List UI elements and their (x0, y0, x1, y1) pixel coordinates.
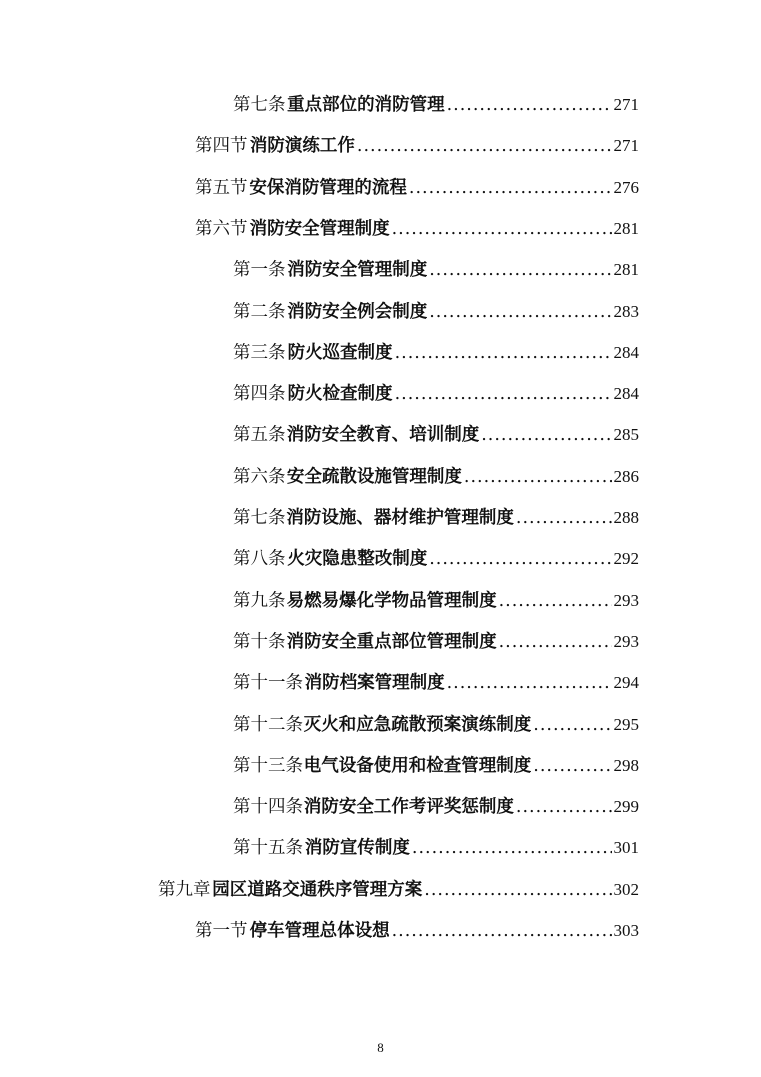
toc-entry[interactable] (158, 875, 639, 905)
toc-entry[interactable] (233, 462, 639, 492)
toc-entry-page: 281 (613, 260, 639, 280)
toc-entry-title: 消防安全重点部位管理制度 (286, 631, 497, 652)
toc-entry-page: 285 (613, 425, 639, 445)
toc-entry-number: 第五节 (195, 177, 248, 198)
toc-entry-page: 293 (613, 631, 639, 651)
toc-entry-page: 281 (613, 218, 639, 238)
toc-entry-title: 安全疏散设施管理制度 (286, 466, 462, 487)
toc-entry-page: 292 (613, 549, 639, 569)
toc-entry[interactable] (233, 627, 639, 657)
toc-entry-page: 288 (613, 508, 639, 527)
toc-entry[interactable] (233, 338, 639, 368)
dot-leader (429, 297, 611, 327)
toc-entry-number: 第七条 (233, 95, 286, 115)
toc-entry-number: 第九条 (233, 590, 286, 611)
toc-entry[interactable] (233, 255, 639, 285)
toc-entry[interactable] (233, 297, 639, 327)
toc-entry-page: 293 (613, 590, 639, 610)
toc-entry[interactable] (233, 833, 639, 863)
toc-entry[interactable] (233, 379, 639, 409)
page-number: 8 (377, 1040, 384, 1055)
dot-leader (533, 710, 611, 740)
dot-leader (409, 173, 612, 203)
toc-entry-number: 第十条 (233, 631, 286, 652)
toc-entry-page: 286 (613, 466, 639, 486)
dot-leader (395, 379, 612, 409)
toc-entry-page: 276 (613, 177, 639, 197)
toc-entry-number: 第四节 (195, 136, 248, 157)
dot-leader (392, 214, 612, 244)
toc-entry-page: 294 (613, 673, 639, 693)
toc-entry[interactable] (233, 710, 639, 740)
toc-entry-title: 消防安全管理制度 (249, 218, 390, 239)
toc-entry-title: 火灾隐患整改制度 (287, 549, 428, 570)
toc-entry[interactable] (195, 214, 639, 244)
toc-entry-title: 消防安全工作考评奖惩制度 (303, 797, 514, 818)
toc-entry-number: 第六节 (195, 218, 248, 239)
toc-entry-title: 消防设施、器材维护管理制度 (286, 508, 514, 528)
toc-entry[interactable] (195, 916, 639, 946)
toc-entry-title: 消防安全教育、培训制度 (286, 425, 480, 446)
toc-entry-title: 消防安全管理制度 (287, 260, 428, 281)
toc-entry[interactable] (233, 792, 639, 822)
dot-leader (392, 916, 612, 946)
dot-leader (357, 131, 612, 161)
dot-leader (395, 338, 612, 368)
toc-entry-number: 第一节 (195, 921, 248, 941)
toc-entry-page: 271 (613, 136, 639, 156)
toc-entry-page: 284 (613, 342, 639, 362)
dot-leader (429, 544, 611, 574)
toc-entry[interactable] (233, 586, 639, 616)
toc-entry-title: 消防演练工作 (249, 136, 355, 157)
toc-entry[interactable] (195, 173, 639, 203)
toc-entry-number: 第十三条 (233, 755, 303, 776)
toc-entry-title: 消防安全例会制度 (287, 301, 428, 322)
toc-entry-number: 第八条 (233, 549, 286, 570)
toc-entry[interactable] (233, 751, 639, 781)
toc-entry-page: 284 (613, 384, 639, 404)
toc-entry-number: 第一条 (233, 260, 286, 281)
toc-entry-page: 299 (613, 797, 639, 817)
toc-entry-number: 第九章 (158, 879, 211, 900)
toc-entry-title: 停车管理总体设想 (249, 921, 390, 941)
toc-entry-title: 园区道路交通秩序管理方案 (212, 879, 423, 900)
toc-entry-title: 防火检查制度 (287, 384, 393, 405)
toc-entry[interactable] (195, 131, 639, 161)
toc-entry[interactable] (233, 503, 639, 533)
dot-leader (499, 627, 612, 657)
toc-entry-number: 第二条 (233, 301, 286, 322)
toc-entry-number: 第十四条 (233, 797, 303, 818)
toc-entry-page: 298 (613, 755, 639, 775)
toc-entry[interactable] (233, 90, 639, 120)
toc-entry-number: 第五条 (233, 425, 286, 446)
dot-leader (481, 420, 611, 450)
dot-leader (516, 503, 612, 533)
dot-leader (412, 833, 612, 863)
toc-entry-number: 第三条 (233, 342, 286, 363)
toc-entry-page: 283 (613, 301, 639, 321)
toc-entry-number: 第十一条 (233, 673, 303, 694)
toc-entry-number: 第四条 (233, 384, 286, 405)
dot-leader (464, 462, 612, 492)
toc-entry-title: 安保消防管理的流程 (249, 177, 407, 198)
toc-entry-title: 防火巡查制度 (287, 342, 393, 363)
toc-entry[interactable] (233, 420, 639, 450)
toc-entry-number: 第十五条 (233, 838, 303, 859)
toc-entry[interactable] (233, 668, 639, 698)
toc-entry-number: 第十二条 (233, 714, 303, 735)
toc-entry[interactable] (233, 544, 639, 574)
dot-leader (429, 255, 611, 285)
dot-leader (533, 751, 611, 781)
toc-entry-title: 电气设备使用和检查管理制度 (303, 755, 532, 776)
toc-entry-page: 302 (613, 879, 639, 899)
toc-entry-page: 295 (613, 714, 639, 734)
dot-leader (447, 90, 612, 120)
toc-entry-page: 303 (613, 921, 639, 940)
toc-entry-title: 重点部位的消防管理 (287, 95, 445, 115)
dot-leader (499, 586, 612, 616)
toc-entry-title: 易燃易爆化学物品管理制度 (286, 590, 497, 611)
toc-entry-title: 消防档案管理制度 (304, 673, 445, 694)
toc-entry-number: 第六条 (233, 466, 286, 487)
toc-entry-number: 第七条 (233, 508, 286, 528)
toc-entry-page: 271 (613, 95, 639, 114)
toc-entry-title: 消防宣传制度 (304, 838, 410, 859)
toc-entry-page: 301 (613, 838, 639, 858)
toc-entry-title: 灭火和应急疏散预案演练制度 (303, 714, 532, 735)
dot-leader (516, 792, 612, 822)
dot-leader (424, 875, 611, 905)
dot-leader (447, 668, 612, 698)
